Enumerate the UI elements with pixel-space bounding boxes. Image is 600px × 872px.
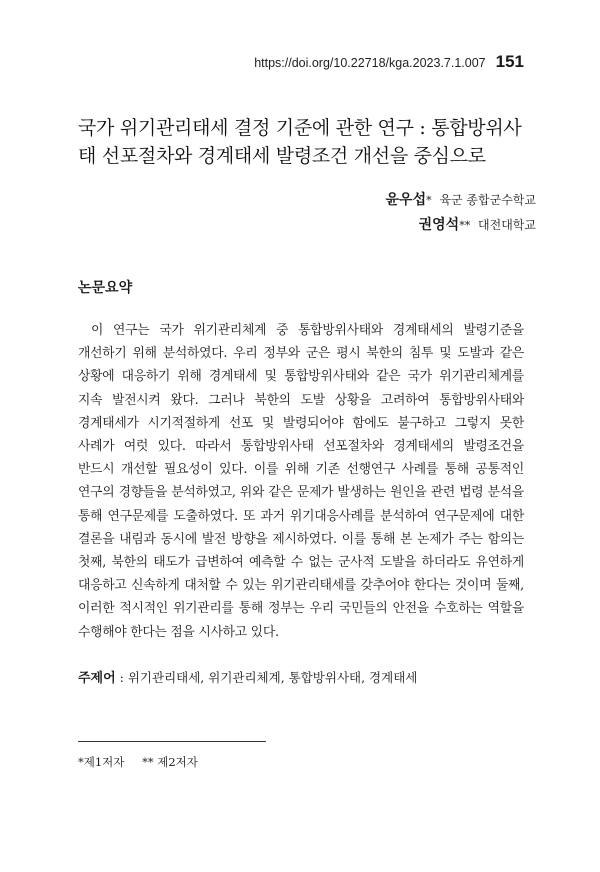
- author-affiliation: 대전대학교: [478, 218, 536, 232]
- footnote-divider: [78, 741, 266, 742]
- author-list: [386, 188, 536, 238]
- author-affiliation: 육군 종합군수학교: [439, 193, 536, 207]
- author-name: 윤우섭: [385, 192, 427, 208]
- footnote-first-author: *제1저자: [78, 755, 125, 769]
- keywords-separator: :: [115, 670, 128, 685]
- keywords-list: 위기관리태세, 위기관리체계, 통합방위사태, 경계태세: [127, 670, 418, 685]
- title-subtitle: 통합방위사태 선포절차와 경계태세 발령조건 개선을 중심으로: [78, 117, 522, 167]
- author-mark: *: [426, 194, 432, 207]
- doi-link[interactable]: https://doi.org/10.22718/kga.2023.7.1.007: [254, 56, 486, 70]
- paper-title: [78, 114, 538, 170]
- author-second: [386, 213, 536, 238]
- keywords-label: 주제어: [78, 671, 116, 686]
- page-header: [254, 52, 524, 72]
- footnotes: [78, 754, 198, 770]
- footnote-second-author: ** 제2저자: [142, 755, 198, 769]
- title-main: 국가 위기관리태세 결정 기준에 관한 연구 :: [78, 117, 432, 139]
- author-name: 권영석: [418, 217, 460, 233]
- page-number: 151: [495, 52, 524, 71]
- keywords: [78, 667, 417, 686]
- author-mark: **: [459, 219, 471, 232]
- author-first: [386, 188, 536, 213]
- abstract-heading: 논문요약: [78, 280, 133, 296]
- abstract-body: 이 연구는 국가 위기관리체계 중 통합방위사태와 경계태세의 발령기준을 개선하기 위해 분석하였다. 우리 정부와 군은 평시 북한의 침투 및 도발과 같은 상황에 대응하기 위해 경계태세 및 통합방위사태와 같은 국가 위기관리체계를 지속 발전시켜 왔다. 그러나 북한의 도발 상황을 고려하여 통합방위사태와 경계태세가 시기적절하게 선포 및 발령되어야 함에도 불구하고 그렇지 못한 사례가 여럿 있다. 따라서 통합방위사태 선포절차와 경계태세의 발령조건을 반드시 개선할 필요성이 있다. 이를 위해 기존 선행연구 사례를 통해 공통적인 연구의 경향들을 분석하였고, 위와 같은 문제가 발생하는 원인을 관련 법령 분석을 통해 연구문제를 도출하였다. 또 과거 위기대응사례를 분석하여 연구문제에 대한 결론을 내림과 동시에 발전 방향을 제시하였다. 이를 통해 본 논제가 주는 함의는 첫째, 북한의 태도가 급변하여 예측할 수 없는 군사적 도발을 하더라도 유연하게 대응하고 신속하게 대처할 수 있는 위기관리태세를 갖추어야 한다는 것이며 둘째, 이러한 적시적인 위기관리를 통해 정부는 우리 국민들의 안전을 수호하는 역할을 수행해야 한다는 점을 시사하고 있다.: [78, 323, 524, 640]
